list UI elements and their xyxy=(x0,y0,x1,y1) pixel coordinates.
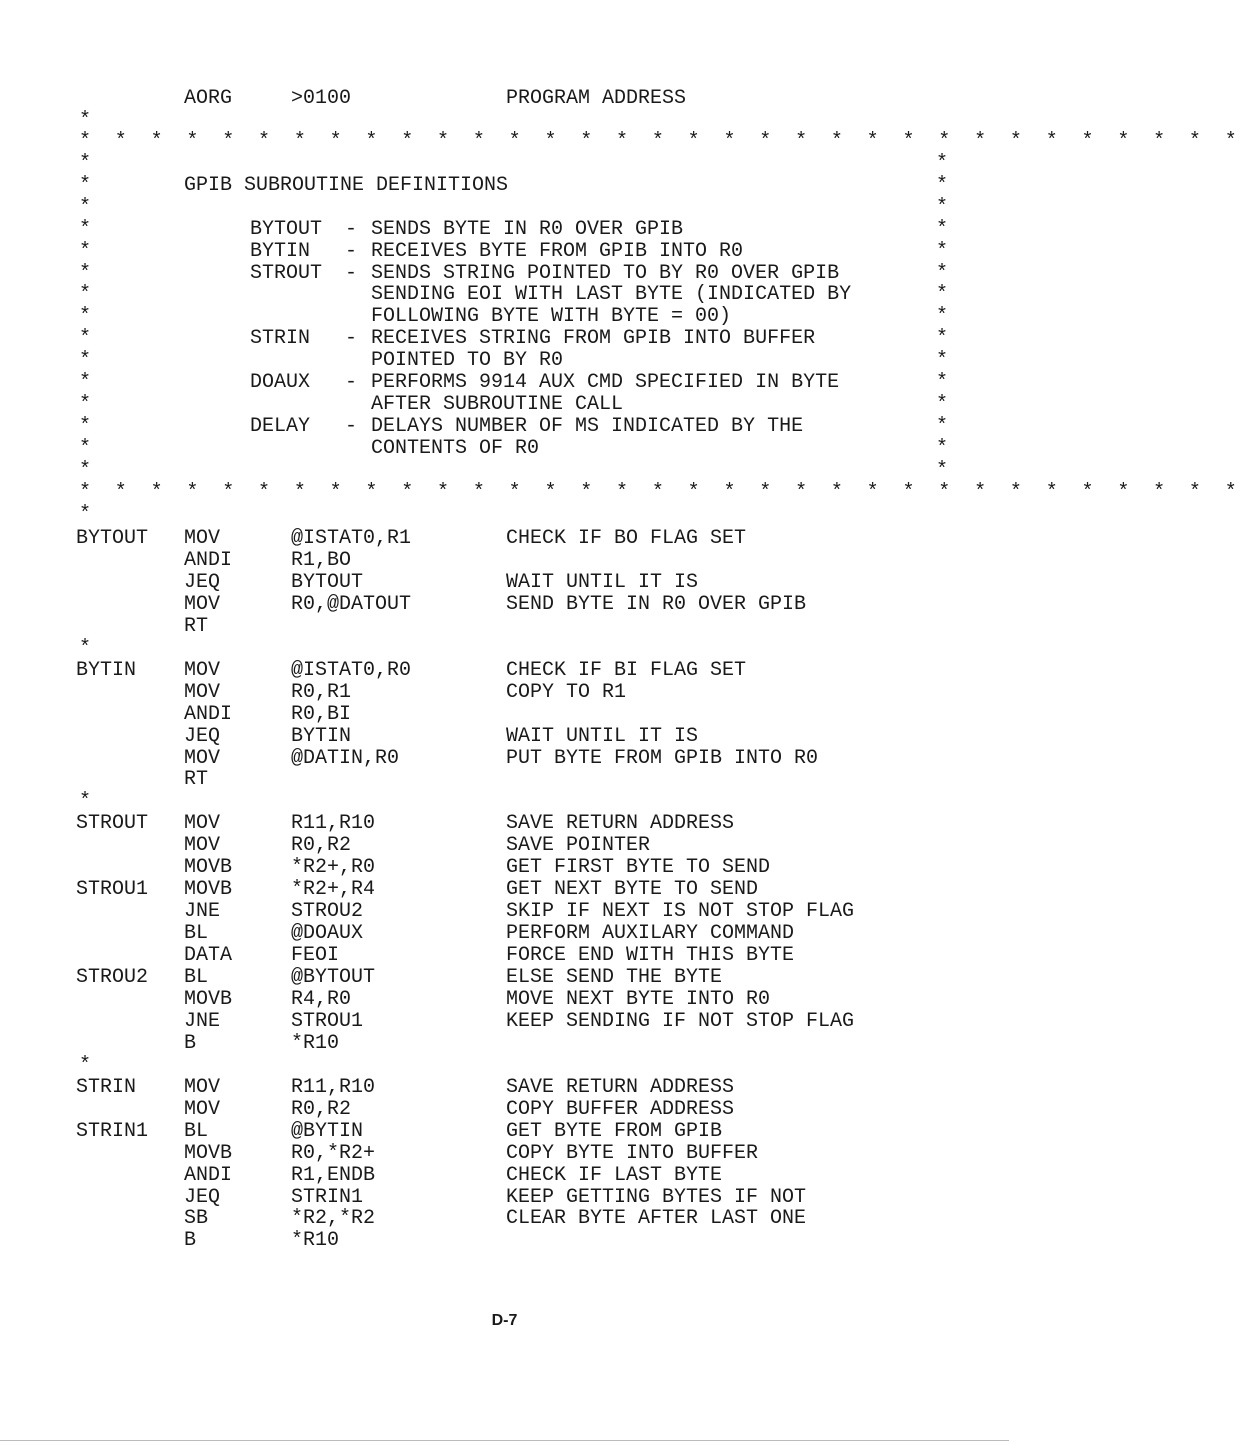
banner-line xyxy=(0,284,1009,306)
banner-right-star: * xyxy=(936,173,949,197)
code-comment: COPY TO R1 xyxy=(506,680,627,704)
definition-text: CONTENTS OF R0 xyxy=(371,436,540,460)
banner-star-row: * * * * * * * * * * * * * * * * * * * * * * * * * * * * * * * * * xyxy=(79,130,1243,153)
code-operand: R1,BO xyxy=(291,548,352,572)
code-line xyxy=(0,1077,1009,1099)
definition-name: DOAUX xyxy=(250,371,311,394)
code-operand: BYTIN xyxy=(291,724,352,748)
code-line xyxy=(0,682,1009,704)
code-opcode: MOVB xyxy=(184,1141,233,1165)
code-line xyxy=(0,901,1009,923)
code-operand: @ISTAT0,R1 xyxy=(291,527,412,550)
definition-text: POINTED TO BY R0 xyxy=(371,349,564,373)
banner-right-star: * xyxy=(936,239,949,263)
banner-line xyxy=(0,219,1009,241)
code-opcode: MOV xyxy=(184,527,221,550)
code-line xyxy=(0,1208,1009,1230)
code-line xyxy=(0,660,1009,682)
code-line xyxy=(0,857,1009,879)
code-opcode: JEQ xyxy=(184,724,221,748)
code-comment: GET FIRST BYTE TO SEND xyxy=(506,856,771,880)
banner-right-star: * xyxy=(936,458,949,482)
code-line xyxy=(0,528,1009,550)
code-line xyxy=(0,813,1009,835)
code-comment: SAVE RETURN ADDRESS xyxy=(506,812,735,836)
definition-dash: - xyxy=(345,239,358,263)
banner-left-star: * xyxy=(79,305,92,329)
code-operand: R4,R0 xyxy=(291,987,352,1011)
definition-name: BYTIN xyxy=(250,239,311,263)
banner-right-star: * xyxy=(936,327,949,351)
definition-text: SENDS STRING POINTED TO BY R0 OVER GPIB xyxy=(371,261,840,285)
code-comment: CLEAR BYTE AFTER LAST ONE xyxy=(506,1207,807,1231)
comment-star-line xyxy=(0,504,1009,526)
banner-left-star: * xyxy=(79,327,92,351)
definition-name: STRIN xyxy=(250,327,311,351)
banner-line xyxy=(0,328,1009,350)
definition-dash: - xyxy=(345,261,358,285)
definition-name: STROUT xyxy=(250,261,323,285)
code-operand: STROU1 xyxy=(291,1009,364,1033)
code-comment: CHECK IF LAST BYTE xyxy=(506,1163,723,1187)
code-operand: FEOI xyxy=(291,944,340,968)
banner-line xyxy=(0,241,1009,263)
definition-text: RECEIVES BYTE FROM GPIB INTO R0 xyxy=(371,239,744,263)
code-line xyxy=(0,1055,1009,1077)
banner-line xyxy=(0,416,1009,438)
banner-right-star: * xyxy=(936,217,949,241)
code-opcode: DATA xyxy=(184,944,233,968)
banner-right-star: * xyxy=(936,152,949,175)
code-line xyxy=(0,1121,1009,1143)
banner-line xyxy=(0,438,1009,460)
aorg-op: AORG xyxy=(184,87,233,110)
code-opcode: ANDI xyxy=(184,702,233,726)
code-label: STROUT xyxy=(76,812,149,836)
banner-right-star: * xyxy=(936,371,949,394)
definition-text: AFTER SUBROUTINE CALL xyxy=(371,392,624,416)
bottom-rule xyxy=(0,1440,1009,1441)
banner-right-star: * xyxy=(936,261,949,285)
code-opcode: JNE xyxy=(184,900,221,924)
definition-name: BYTOUT xyxy=(250,217,323,241)
code-comment: SKIP IF NEXT IS NOT STOP FLAG xyxy=(506,900,855,924)
code-operand: R0,R2 xyxy=(291,834,352,858)
code-line xyxy=(0,923,1009,945)
code-opcode: RT xyxy=(184,768,209,792)
code-label: STROU1 xyxy=(76,878,149,902)
code-line xyxy=(0,1165,1009,1187)
code-opcode: MOV xyxy=(184,1097,221,1121)
definition-text: PERFORMS 9914 AUX CMD SPECIFIED IN BYTE xyxy=(371,371,840,394)
code-operand: R0,BI xyxy=(291,702,352,726)
code-comment: SAVE RETURN ADDRESS xyxy=(506,1075,735,1099)
code-opcode: MOV xyxy=(184,1075,221,1099)
code-opcode: SB xyxy=(184,1207,209,1231)
code-operand: R0,R2 xyxy=(291,1097,352,1121)
code-label: STROU2 xyxy=(76,966,149,989)
code-label: BYTOUT xyxy=(76,527,149,550)
code-label: * xyxy=(79,1053,92,1077)
code-opcode: JEQ xyxy=(184,570,221,594)
banner-right-star: * xyxy=(936,305,949,329)
code-line xyxy=(0,879,1009,901)
code-opcode: B xyxy=(184,1031,197,1055)
code-line xyxy=(0,967,1009,989)
code-line xyxy=(0,1033,1009,1055)
banner-top-border xyxy=(0,130,1243,153)
code-comment: WAIT UNTIL IT IS xyxy=(506,570,699,594)
code-comment: GET NEXT BYTE TO SEND xyxy=(506,878,759,902)
banner-line xyxy=(0,306,1009,328)
code-operand: STRIN1 xyxy=(291,1185,364,1209)
code-comment: CHECK IF BI FLAG SET xyxy=(506,658,747,682)
code-opcode: JEQ xyxy=(184,1185,221,1209)
banner-left-star: * xyxy=(79,217,92,241)
code-comment: SAVE POINTER xyxy=(506,834,651,858)
banner-left-star: * xyxy=(79,349,92,373)
page-number: D-7 xyxy=(491,1312,518,1329)
banner-line xyxy=(0,197,1009,219)
comment-star: * xyxy=(79,503,92,526)
code-label: STRIN xyxy=(76,1075,137,1099)
code-opcode: ANDI xyxy=(184,548,233,572)
code-operand: R11,R10 xyxy=(291,812,376,836)
comment-star: * xyxy=(79,109,92,132)
code-opcode: BL xyxy=(184,966,209,989)
banner-right-star: * xyxy=(936,195,949,219)
code-operand: *R10 xyxy=(291,1031,340,1055)
banner-left-star: * xyxy=(79,261,92,285)
aorg-line xyxy=(0,88,1009,110)
code-operand: BYTOUT xyxy=(291,570,364,594)
code-operand: *R2+,R0 xyxy=(291,856,376,880)
banner-left-star: * xyxy=(79,458,92,482)
code-comment: WAIT UNTIL IT IS xyxy=(506,724,699,748)
code-opcode: MOV xyxy=(184,746,221,770)
code-opcode: MOV xyxy=(184,680,221,704)
code-line xyxy=(0,945,1009,967)
code-line xyxy=(0,594,1009,616)
code-operand: *R2+,R4 xyxy=(291,878,376,902)
definition-text: RECEIVES STRING FROM GPIB INTO BUFFER xyxy=(371,327,816,351)
banner-left-star: * xyxy=(79,173,92,197)
definition-dash: - xyxy=(345,414,358,438)
code-comment: COPY BYTE INTO BUFFER xyxy=(506,1141,759,1165)
banner-line xyxy=(0,175,1009,197)
code-line xyxy=(0,1099,1009,1121)
code-comment: PUT BYTE FROM GPIB INTO R0 xyxy=(506,746,819,770)
definition-text: FOLLOWING BYTE WITH BYTE = 00) xyxy=(371,305,732,329)
banner-line xyxy=(0,263,1009,285)
definition-dash: - xyxy=(345,327,358,351)
definition-text: SENDS BYTE IN R0 OVER GPIB xyxy=(371,217,684,241)
code-opcode: MOVB xyxy=(184,987,233,1011)
code-line xyxy=(0,1187,1009,1209)
definition-dash: - xyxy=(345,217,358,241)
code-line xyxy=(0,791,1009,813)
code-comment: FORCE END WITH THIS BYTE xyxy=(506,944,795,968)
banner-right-star: * xyxy=(936,414,949,438)
code-line xyxy=(0,769,1009,791)
code-label: BYTIN xyxy=(76,658,137,682)
banner-right-star: * xyxy=(936,283,949,307)
code-opcode: ANDI xyxy=(184,1163,233,1187)
code-opcode: MOV xyxy=(184,812,221,836)
code-comment: KEEP SENDING IF NOT STOP FLAG xyxy=(506,1009,855,1033)
code-operand: STROU2 xyxy=(291,900,364,924)
banner-right-star: * xyxy=(936,392,949,416)
banner-left-star: * xyxy=(79,152,92,175)
code-comment: ELSE SEND THE BYTE xyxy=(506,966,723,989)
definition-name: DELAY xyxy=(250,414,311,438)
code-line xyxy=(0,748,1009,770)
banner-title: GPIB SUBROUTINE DEFINITIONS xyxy=(184,173,509,197)
code-line xyxy=(0,989,1009,1011)
code-line xyxy=(0,616,1009,638)
code-operand: @BYTOUT xyxy=(291,966,376,989)
banner-line xyxy=(0,350,1009,372)
banner-left-star: * xyxy=(79,283,92,307)
code-opcode: B xyxy=(184,1229,197,1253)
definition-text: DELAYS NUMBER OF MS INDICATED BY THE xyxy=(371,414,804,438)
banner-line xyxy=(0,460,1009,482)
code-opcode: RT xyxy=(184,614,209,638)
code-line xyxy=(0,1230,1009,1252)
code-operand: @ISTAT0,R0 xyxy=(291,658,412,682)
banner-right-star: * xyxy=(936,436,949,460)
code-comment: KEEP GETTING BYTES IF NOT xyxy=(506,1185,807,1209)
code-line xyxy=(0,704,1009,726)
code-opcode: MOV xyxy=(184,592,221,616)
code-comment: GET BYTE FROM GPIB xyxy=(506,1119,723,1143)
code-operand: R1,ENDB xyxy=(291,1163,376,1187)
code-opcode: MOV xyxy=(184,658,221,682)
banner-bottom-border xyxy=(0,481,1243,504)
code-comment: SEND BYTE IN R0 OVER GPIB xyxy=(506,592,807,616)
code-operand: @DOAUX xyxy=(291,922,364,946)
code-opcode: MOVB xyxy=(184,878,233,902)
code-comment: CHECK IF BO FLAG SET xyxy=(506,527,747,550)
code-line xyxy=(0,835,1009,857)
code-label: * xyxy=(79,790,92,814)
code-operand: *R2,*R2 xyxy=(291,1207,376,1231)
code-operand: R0,R1 xyxy=(291,680,352,704)
banner-left-star: * xyxy=(79,392,92,416)
definition-text: SENDING EOI WITH LAST BYTE (INDICATED BY xyxy=(371,283,852,307)
code-operand: R0,@DATOUT xyxy=(291,592,412,616)
aorg-comment: PROGRAM ADDRESS xyxy=(506,87,687,110)
banner-line xyxy=(0,394,1009,416)
definition-dash: - xyxy=(345,371,358,394)
banner-left-star: * xyxy=(79,436,92,460)
code-label: * xyxy=(79,636,92,660)
comment-star-line xyxy=(0,110,1009,132)
code-operand: R0,*R2+ xyxy=(291,1141,376,1165)
code-line xyxy=(0,550,1009,572)
banner-left-star: * xyxy=(79,371,92,394)
code-line xyxy=(0,572,1009,594)
code-line xyxy=(0,1011,1009,1033)
code-comment: MOVE NEXT BYTE INTO R0 xyxy=(506,987,771,1011)
banner-left-star: * xyxy=(79,414,92,438)
code-label: STRIN1 xyxy=(76,1119,149,1143)
code-opcode: MOVB xyxy=(184,856,233,880)
aorg-arg: >0100 xyxy=(291,87,352,110)
banner-star-row: * * * * * * * * * * * * * * * * * * * * * * * * * * * * * * * * * xyxy=(79,481,1243,504)
code-line xyxy=(0,726,1009,748)
code-line xyxy=(0,1143,1009,1165)
code-opcode: JNE xyxy=(184,1009,221,1033)
code-operand: R11,R10 xyxy=(291,1075,376,1099)
code-opcode: BL xyxy=(184,922,209,946)
banner-right-star: * xyxy=(936,349,949,373)
code-operand: @BYTIN xyxy=(291,1119,364,1143)
code-line xyxy=(0,638,1009,660)
banner-line xyxy=(0,372,1009,394)
code-operand: @DATIN,R0 xyxy=(291,746,400,770)
code-opcode: BL xyxy=(184,1119,209,1143)
code-opcode: MOV xyxy=(184,834,221,858)
code-comment: COPY BUFFER ADDRESS xyxy=(506,1097,735,1121)
code-operand: *R10 xyxy=(291,1229,340,1253)
banner-line xyxy=(0,153,1009,175)
banner-left-star: * xyxy=(79,195,92,219)
banner-left-star: * xyxy=(79,239,92,263)
code-comment: PERFORM AUXILARY COMMAND xyxy=(506,922,795,946)
